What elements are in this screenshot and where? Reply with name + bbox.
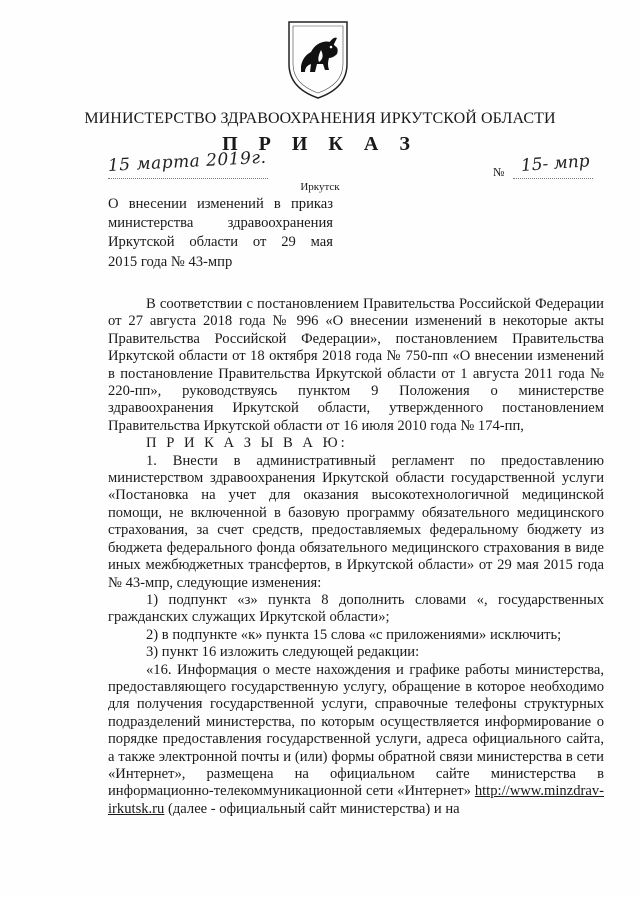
subject-line: Иркутской области от 29 мая xyxy=(108,234,333,251)
command-heading: П Р И К А З Ы В А Ю: xyxy=(146,435,348,452)
document-body xyxy=(108,296,604,818)
sub-item-3: 3) пункт 16 изложить следующей редакции: xyxy=(146,644,420,661)
sub-item-1: 1) подпункт «з» пункта 8 дополнить словами «, государственных гражданских служащих Иркутской области»; xyxy=(108,591,604,626)
date-underline xyxy=(108,178,268,179)
city-name: Иркутск xyxy=(300,181,340,193)
quote-text: «16. Информация о месте нахождения и графике работы министерства, предоставляющего государственную услугу, обращение в которое необходимо для получения государственной услуги, справочные телефоны структурных подразделений министерства, по которым осуществляется информирование о порядке предоставления государственной услуги, адреса официального сайта, а также электронной почты и (или) формы обратной связи министерства в сети «Интернет», размещена на официальном сайте министерства в информационно-телекоммуникационной сети «Интернет» xyxy=(108,661,604,800)
handwritten-number: 15- мпр xyxy=(520,151,591,176)
subject-line: 2015 года № 43-мпр xyxy=(108,253,233,270)
quoted-paragraph-16 xyxy=(108,662,604,819)
item-1-paragraph: 1. Внести в административный регламент по предоставлению министерством здравоохранения Иркутской области государственной услуги «Постановка на учет для оказания высокотехнологичной медицинской помощи, не включенной в базовую программу обязательного медицинского страхования, за счет средств, предоставляемых федеральному бюджету из бюджета федерального фонда обязательного медицинского страхования в виде иных межбюджетных трансфертов, в Иркутской области» от 29 мая 2015 года № 43-мпр, следующие изменения: xyxy=(108,452,604,591)
sub-item-2: 2) в подпункте «к» пункта 15 слова «с приложениями» исключить; xyxy=(146,626,562,643)
subject-block xyxy=(108,195,333,272)
subject-line: О внесении изменений в приказ xyxy=(108,196,333,212)
irkutsk-babr-emblem-icon xyxy=(283,18,353,100)
document-type-title: П Р И К А З xyxy=(222,133,418,155)
preamble-paragraph: В соответствии с постановлением Правительства Российской Федерации от 27 августа 2018 года № 996 «О внесении изменений в некоторые акты Правительства Российской Федерации», постановлением Правительства Иркутской области от 18 октября 2018 года № 750-пп «О внесении изменений в постановление Правительства Иркутской области от 1 августа 2011 года № 220-пп», руководствуясь пунктом 9 Положения о министерстве здравоохранения Иркутской области, утвержденного постановлением Правительства Иркутской области от 16 июля 2010 года № 174-пп, xyxy=(108,296,604,434)
number-underline xyxy=(513,178,593,179)
ministry-name: МИНИСТЕРСТВО ЗДРАВООХРАНЕНИЯ ИРКУТСКОЙ ОБЛАСТИ xyxy=(84,110,556,127)
quote-continuation: (далее - официальный сайт министерства) и на xyxy=(168,800,460,817)
website-link[interactable]: http://www.minzdrav-irkutsk.ru xyxy=(108,783,604,817)
subject-line: министерства здравоохранения xyxy=(108,215,333,232)
number-label: № xyxy=(493,165,505,179)
handwritten-date: 15 марта 2019г. xyxy=(107,147,267,176)
